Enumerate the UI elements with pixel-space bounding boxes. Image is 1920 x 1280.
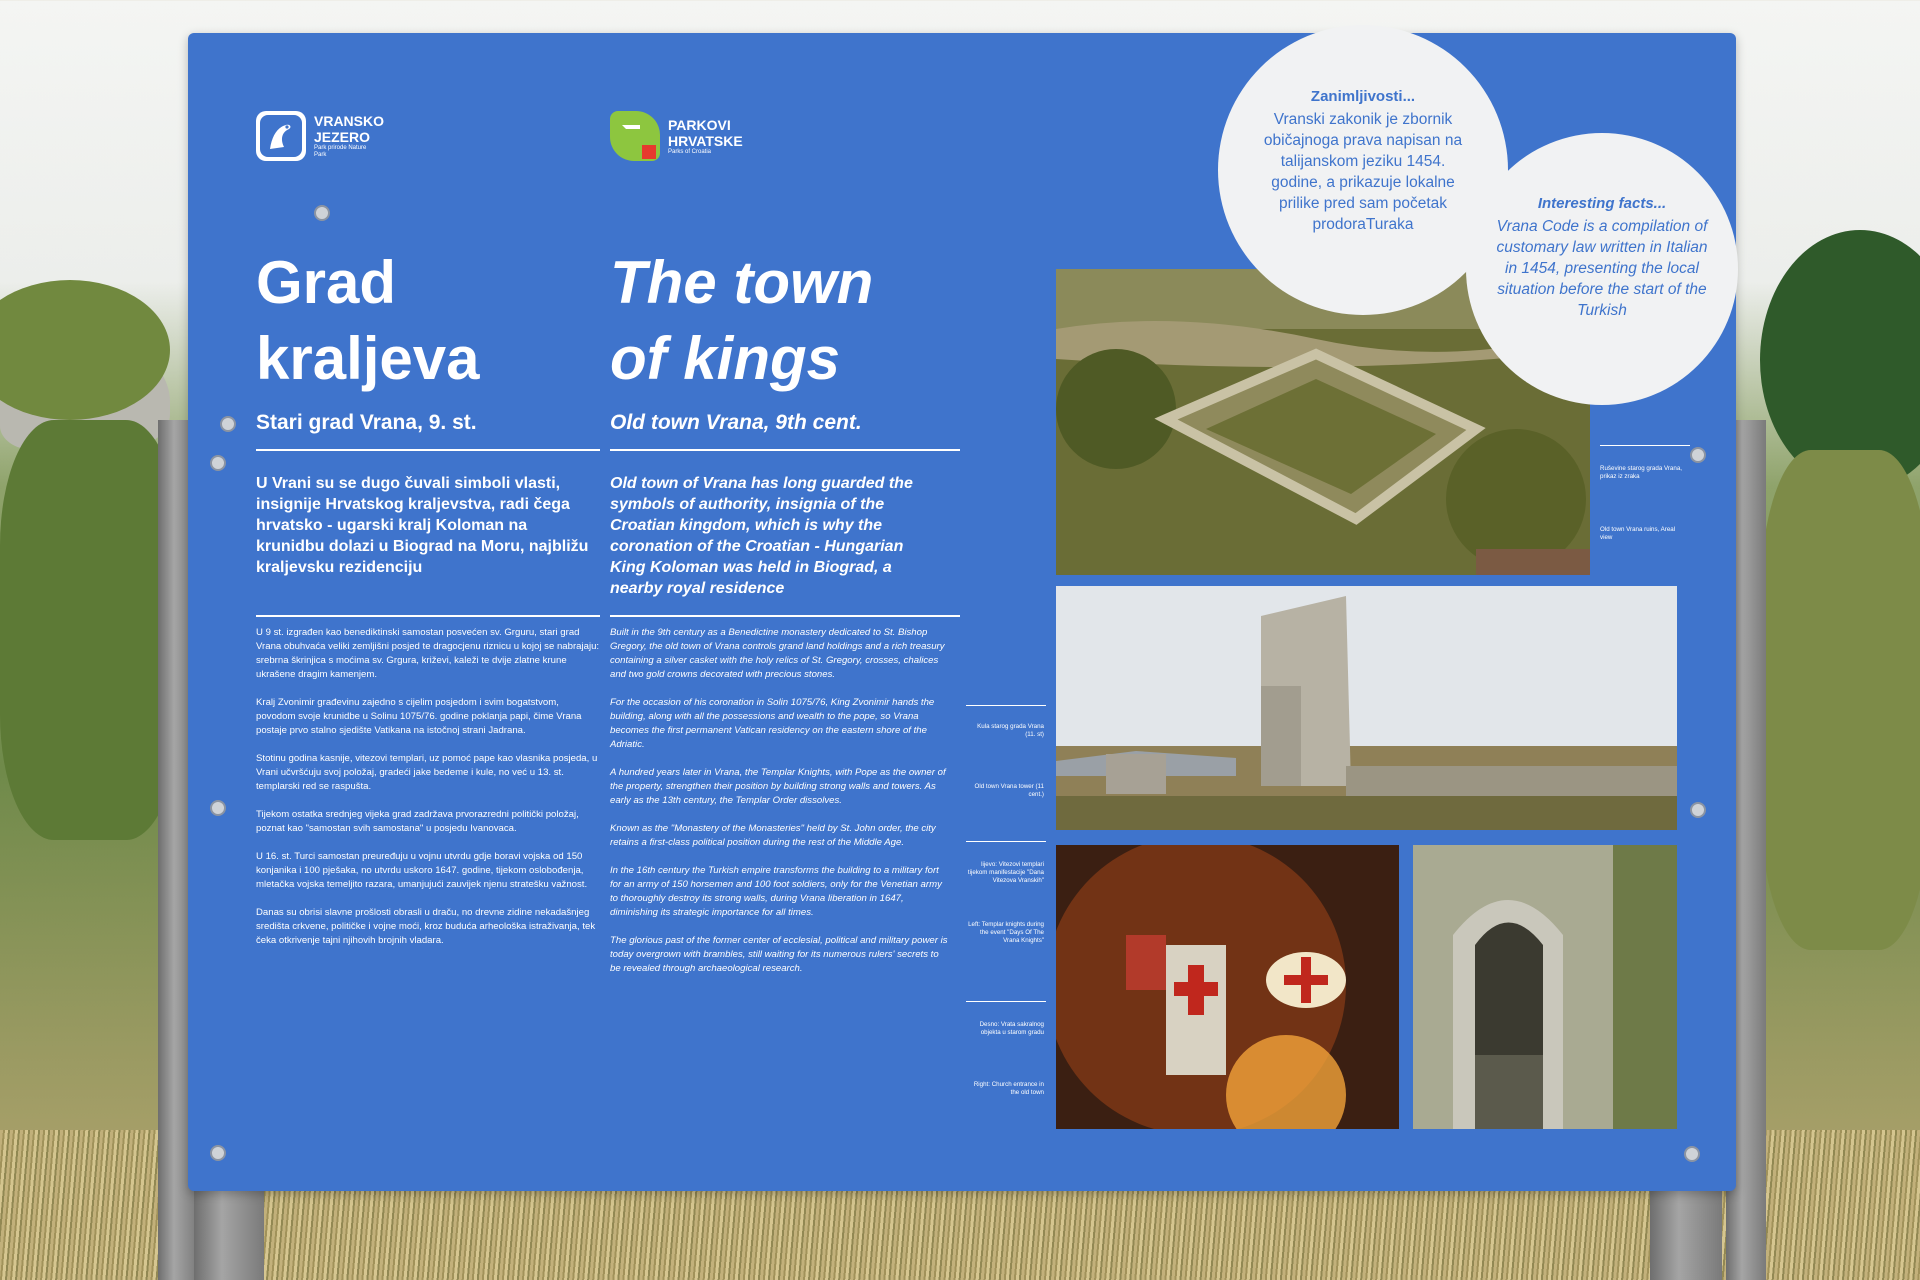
paragraph: The glorious past of the former center of ecclesial, political and military power is today overgrown with brambles, still waiting for its numerous rulers' secrets to be revealed through archaeological research. — [610, 935, 948, 974]
parkovi-line2: HRVATSKE — [668, 132, 743, 149]
paragraph: Built in the 9th century as a Benedictine monastery dedicated to St. Bishop Gregory, the old town of Vrana controls grand land holdings and a rich treasury containing a silver casket with the holy relics of St. Gregory, crosses, chalices and two gold crowns decorated with precious stones. — [610, 627, 945, 680]
screw — [1684, 1146, 1700, 1162]
title-croatian-line2: kraljeva — [256, 325, 480, 392]
subtitle-english: Old town Vrana, 9th cent. — [610, 411, 862, 434]
title-english-line1: The town — [610, 249, 874, 316]
leaf-logo-icon — [610, 111, 660, 161]
caption-tower-en: Old town Vrana tower (11 cent.) — [974, 783, 1044, 798]
parkovi-line1: PARKOVI — [668, 116, 731, 133]
parkovi-hrvatske-logo — [610, 111, 743, 161]
information-sign — [188, 33, 1736, 1191]
paragraph: A hundred years later in Vrana, the Templar Knights, with Pope as the owner of the property, strengthen their position by building strong walls and towers. As early as the 13th century, the Templar Order dissolves. — [610, 767, 946, 806]
caption-rule — [966, 1001, 1046, 1002]
fact-text-croatian: Vranski zakonik je zbornik običajnoga prava napisan na talijanskom jeziku 1454. godine, a prikazuje lokalne prilike pred sam početak prodoraTuraka — [1263, 111, 1463, 233]
screw — [210, 800, 226, 816]
screw — [220, 416, 236, 432]
body-croatian — [256, 626, 600, 962]
subtitle-croatian: Stari grad Vrana, 9. st. — [256, 411, 477, 434]
lead-croatian: U Vrani su se dugo čuvali simboli vlasti, insignije Hrvatskog kraljevstva, radi čega hrvatsko - ugarski kralj Koloman na krunidbu dolazi u Biograd na Moru, najbližu kraljevsku rezidenciju — [256, 475, 589, 576]
paragraph: Danas su obrisi slavne prošlosti obrasli u draču, no drevne zidine nekadašnjeg središta crkvene, političke i vojne moći, kroz buduća arheološka istraživanja, tek čeka otkrivenje tajni njihovih brojnih vladara. — [256, 907, 596, 946]
shrub-right — [1760, 450, 1920, 950]
caption-rule — [966, 705, 1046, 706]
fact-bubble-english — [1466, 133, 1738, 405]
caption-church-en: Right: Church entrance in the old town — [973, 1081, 1044, 1096]
caption-knights-en: Left: Templar knights during the event "Days Of The Vrana Knights" — [968, 921, 1044, 944]
vransko-small: Park prirode Nature Park — [314, 145, 367, 158]
fact-title-english: Interesting facts... — [1537, 195, 1667, 212]
divider — [256, 449, 600, 451]
divider — [256, 615, 600, 617]
sign-leg-left — [194, 1185, 264, 1280]
paragraph: U 9 st. izgrađen kao benediktinski samostan posvećen sv. Grguru, stari grad Vrana obuhvaća veliki zemljišni posjed te dragocjenu riznicu u kojoj se nabrajaju: srebrna škrinjica s moćima sv. Grgura, križevi, kaleži te dvije zlatne krune ukrašene dragim kamenjem. — [256, 627, 600, 680]
caption-rule — [966, 841, 1046, 842]
title-croatian — [256, 245, 480, 397]
caption-aerial-en: Old town Vrana ruins, Areal view — [1600, 526, 1676, 541]
caption-rule — [1600, 445, 1690, 446]
paragraph: U 16. st. Turci samostan preuređuju u vojnu utvrdu gdje boravi vojska od 150 konjanika i 100 pješaka, no utvrdu uskoro 1647. godine, tijekom oslobođenja, mletačka vojska temeljito razara, umanjujući zauvijek njenu stratešku važnost. — [256, 851, 588, 890]
title-english — [610, 245, 873, 397]
shrub-left-lower — [0, 420, 180, 840]
screw — [1690, 802, 1706, 818]
screw — [210, 455, 226, 471]
vransko-line1: VRANSKO — [314, 113, 385, 129]
paragraph: For the occasion of his coronation in Solin 1075/76, King Zvonimir hands the building, along with all the possessions and wealth to the pope, so Vrana becomes the first permanent Vatican residency on the eastern shore of the Adriatic. — [610, 697, 935, 750]
caption-aerial-hr: Ruševine starog grada Vrana, prikaz iz zraka — [1600, 465, 1682, 480]
screw — [314, 205, 330, 221]
title-english-line2: of kings — [610, 325, 841, 392]
fact-text-english: Vrana Code is a compilation of customary law written in Italian in 1454, presenting the local situation before the start of the Turkish — [1496, 218, 1708, 319]
title-croatian-line1: Grad — [256, 249, 397, 316]
screw — [210, 1145, 226, 1161]
body-english — [610, 626, 950, 990]
caption-tower-hr: Kula starog grada Vrana (11. st) — [977, 723, 1044, 738]
screw — [1690, 447, 1706, 463]
photo-tower — [1056, 586, 1677, 830]
paragraph: Known as the "Monastery of the Monasteries" held by St. John order, the city retains a first-class political position during the rest of the Middle Age. — [610, 823, 936, 848]
fact-title-croatian: Zanimljivosti... — [1310, 88, 1416, 105]
photo-templar-knights — [1056, 845, 1399, 1129]
paragraph: Kralj Zvonimir građevinu zajedno s cijelim posjedom i svim bogatstvom, povodom svoje krunidbe u Solinu 1075/76. godine poklanja papi, čime Vrana postaje prvo stalno sjedište Vatikana na istočnoj strani Jadrana. — [256, 697, 582, 736]
divider — [610, 449, 960, 451]
caption-church-hr: Desno: Vrata sakralnog objekta u starom gradu — [979, 1021, 1044, 1036]
lead-english: Old town of Vrana has long guarded the symbols of authority, insignia of the Croatian kingdom, which is why the coronation of the Croatian - Hungarian King Koloman was held in Biograd, a nearby royal residence — [610, 475, 913, 597]
fact-bubble-croatian — [1218, 25, 1508, 315]
caption-knights-hr: lijevo: Vitezovi templari tijekom manifestacije "Dana Vitezova Vranskih" — [967, 861, 1044, 884]
paragraph: In the 16th century the Turkish empire transforms the building to a military fort for an army of 150 horsemen and 100 foot soldiers, only for the Venetian army to thoroughly destroy its strong walls, during Vrana liberation in 1647, diminishing its strategic importance for all times. — [610, 865, 942, 918]
parkovi-small: Parks of Croatia — [668, 148, 712, 155]
paragraph: Tijekom ostatka srednjeg vijeka grad zadržava prvorazredni politički položaj, poznat kao "samostan svih samostana" u posjedu Ivanovaca. — [256, 809, 579, 834]
divider — [610, 615, 960, 617]
sign-leg-right — [1650, 1185, 1722, 1280]
heron-logo-icon — [256, 111, 306, 161]
paragraph: Stotinu godina kasnije, vitezovi templari, uz pomoć pape kao vlasnika posjeda, u Vrani učvršćuju svoj položaj, gradeći jake bedeme i kule, no već u 13. st. templarski red se raspušta. — [256, 753, 598, 792]
vransko-jezero-logo — [256, 111, 384, 161]
photo-church-entrance — [1413, 845, 1677, 1129]
vransko-line2: JEZERO — [314, 129, 371, 145]
